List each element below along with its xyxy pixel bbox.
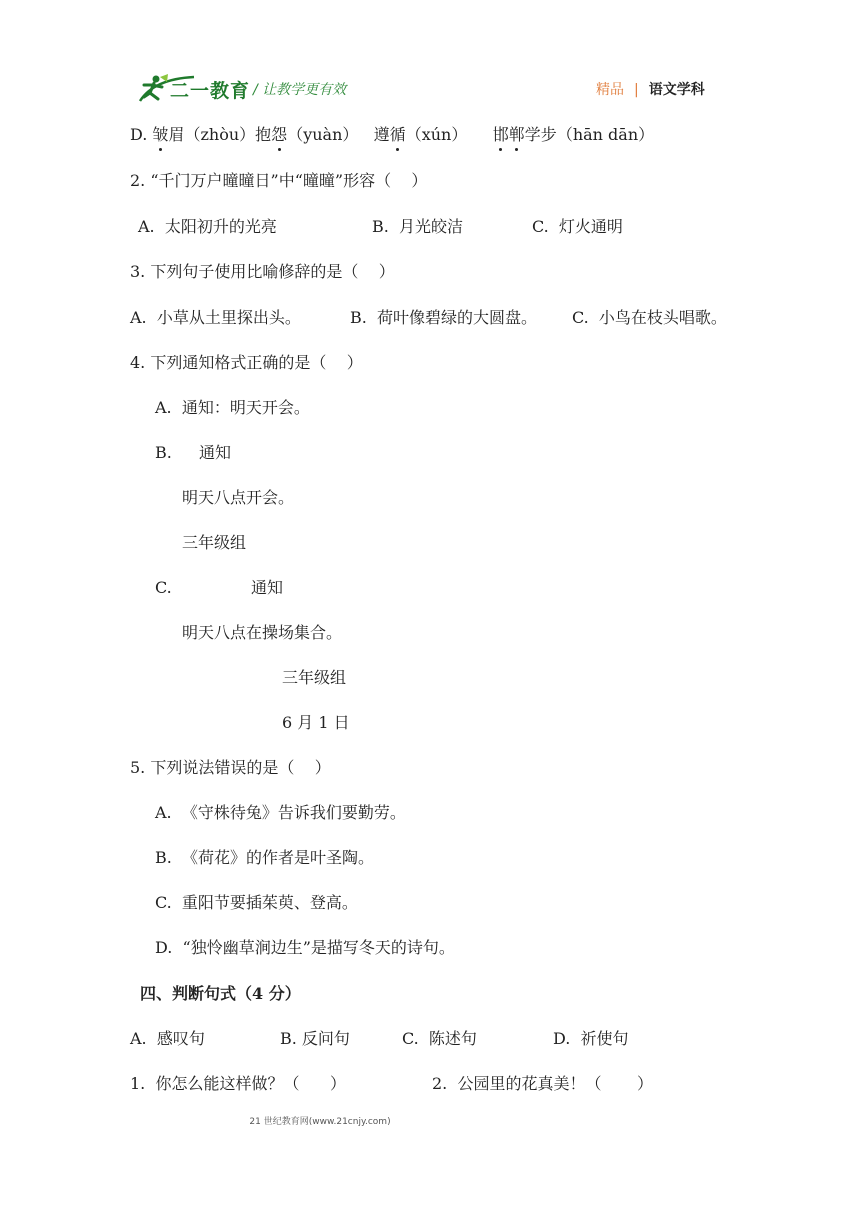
header-separator: | bbox=[634, 82, 639, 98]
subject-label: 语文学科 bbox=[648, 82, 705, 98]
s4-choice-a: A. 感叹句 bbox=[130, 1029, 205, 1048]
q4-option-b-label: B. bbox=[155, 443, 172, 462]
page-footer: 21 世纪教育网(www.21cnjy.com) bbox=[249, 1117, 391, 1127]
word-char: 遵 bbox=[373, 125, 390, 144]
q2-option-a: A. 太阳初升的光亮 bbox=[138, 217, 277, 236]
q5-option-b: B. 《荷花》的作者是叶圣陶。 bbox=[155, 848, 375, 867]
s4-item-1: 1. 你怎么能这样做？（ ） bbox=[130, 1074, 346, 1093]
logo-text: 二一教育 bbox=[170, 80, 251, 102]
word-char: 抱 bbox=[255, 125, 272, 144]
s4-item-2: 2. 公园里的花真美！（ ） bbox=[432, 1074, 654, 1093]
dotted-char: 邯 bbox=[492, 125, 509, 144]
header-tag-group bbox=[596, 79, 705, 99]
q4-option-c-title: 通知 bbox=[251, 578, 284, 597]
q4-option-c-sign: 三年级组 bbox=[282, 668, 347, 687]
q5-option-d: D. “独怜幽草涧边生”是描写冬天的诗句。 bbox=[155, 938, 455, 957]
q4-stem: 4. 下列通知格式正确的是（ ） bbox=[130, 353, 363, 372]
q1-option-d bbox=[130, 124, 654, 146]
q3-option-a: A. 小草从土里探出头。 bbox=[130, 308, 301, 327]
q3-option-b: B. 荷叶像碧绿的大圆盘。 bbox=[350, 308, 538, 327]
option-label: D. bbox=[130, 125, 148, 144]
q3-option-c: C. 小鸟在枝头唱歌。 bbox=[572, 308, 727, 327]
q4-option-b-title: 通知 bbox=[199, 443, 232, 462]
pinyin: （zhòu） bbox=[184, 125, 256, 144]
word-char: 眉 bbox=[168, 125, 185, 144]
q4-option-a: A. 通知：明天开会。 bbox=[155, 398, 310, 417]
dotted-char: 循 bbox=[389, 125, 406, 144]
dotted-char: 郸 bbox=[508, 125, 525, 144]
dotted-char: 怨 bbox=[271, 125, 288, 144]
slogan: / 让教学更有效 bbox=[253, 82, 347, 98]
q5-option-c: C. 重阳节要插茱萸、登高。 bbox=[155, 893, 358, 912]
s4-choice-c: C. 陈述句 bbox=[402, 1029, 477, 1048]
quality-tag: 精品 bbox=[596, 82, 624, 98]
s4-choice-b: B. 反问句 bbox=[280, 1029, 350, 1048]
section-4-title: 四、判断句式（4 分） bbox=[140, 984, 301, 1003]
q4-option-c-body: 明天八点在操场集合。 bbox=[182, 623, 343, 642]
q4-option-b-body: 明天八点开会。 bbox=[182, 488, 295, 507]
page-header bbox=[0, 0, 860, 110]
pinyin: （hān dān） bbox=[556, 125, 655, 144]
q4-option-c-label: C. bbox=[155, 578, 172, 597]
q4-option-c-date: 6 月 1 日 bbox=[282, 713, 350, 732]
s4-choice-d: D. 祈使句 bbox=[553, 1029, 629, 1048]
q5-option-a: A. 《守株待兔》告诉我们要勤劳。 bbox=[155, 803, 406, 822]
q4-option-b-sign: 三年级组 bbox=[182, 533, 247, 552]
q3-stem: 3. 下列句子使用比喻修辞的是（ ） bbox=[130, 262, 395, 281]
q2-option-b: B. 月光皎洁 bbox=[372, 217, 464, 236]
q5-stem: 5. 下列说法错误的是（ ） bbox=[130, 758, 331, 777]
pinyin: （yuàn） bbox=[287, 125, 359, 144]
dotted-char: 皱 bbox=[152, 125, 169, 144]
word-char: 学步 bbox=[524, 125, 557, 144]
q2-stem: 2. “千门万户曈曈日”中“曈曈”形容（ ） bbox=[130, 171, 428, 190]
q2-option-c: C. 灯火通明 bbox=[532, 217, 623, 236]
pinyin: （xún） bbox=[405, 125, 468, 144]
